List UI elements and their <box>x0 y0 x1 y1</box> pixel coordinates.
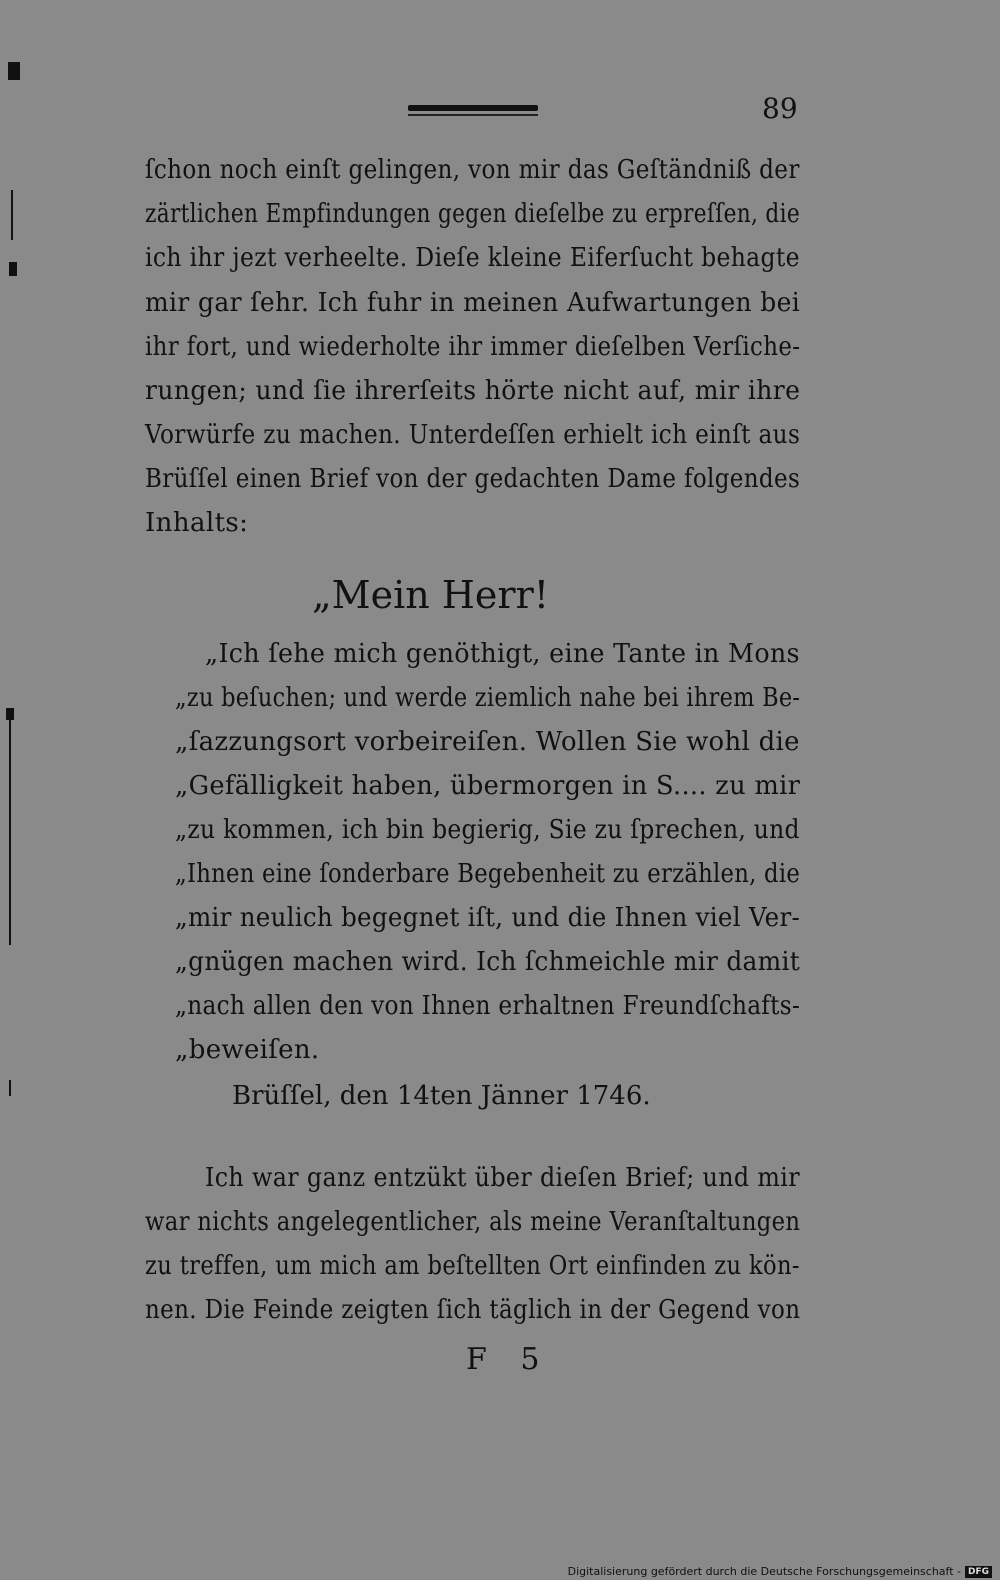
letter-line: „ſazzungsort vorbeireiſen. Wollen Sie wohl die <box>175 727 800 757</box>
margin-mark <box>8 62 20 80</box>
text-line: nen. Die Feinde zeigten ſich täglich in der Gegend von <box>145 1295 801 1325</box>
text-line: Vorwürfe zu machen. Unterdeſſen erhielt ich einſt aus <box>145 420 801 450</box>
letter-line: „Ihnen eine ſonderbare Begebenheit zu erzählen, die <box>175 859 801 889</box>
text-line: Brüſſel einen Brief von der gedachten Dame folgendes <box>145 464 801 494</box>
text-line: war nichts angelegentlicher, als meine Veranſtaltungen <box>145 1207 801 1237</box>
text-line: rungen; und ſie ihrerſeits hörte nicht auf, mir ihre <box>145 376 801 406</box>
margin-mark <box>9 262 17 276</box>
letter-line: „Gefälligkeit haben, übermorgen in S.... zu mir <box>175 771 801 801</box>
text-line: zu treffen, um mich am beſtellten Ort einfinden zu kön- <box>145 1251 800 1281</box>
letter-salutation: „Mein Herr! <box>312 573 550 617</box>
text-line: ſchon noch einſt gelingen, von mir das Geſtändniß der <box>145 155 800 185</box>
page-number: 89 <box>762 92 798 125</box>
letter-line: „zu beſuchen; und werde ziemlich nahe bei ihrem Be- <box>175 683 801 713</box>
text-line: mir gar ſehr. Ich fuhr in meinen Aufwartungen bei <box>145 288 801 318</box>
text-line: ihr fort, und wiederholte ihr immer dieſelben Verſiche- <box>145 332 801 362</box>
margin-mark <box>6 708 14 720</box>
letter-line: „beweiſen. <box>175 1035 320 1065</box>
dfg-logo: DFG <box>965 1566 992 1578</box>
letter-dateline: Brüſſel, den 14ten Jänner 1746. <box>232 1081 651 1111</box>
text-line: ich ihr jezt verheelte. Dieſe kleine Eiferſucht behagte <box>145 243 800 273</box>
signature-mark: F 5 <box>466 1342 552 1377</box>
margin-mark <box>11 190 13 240</box>
letter-line: „mir neulich begegnet iſt, und die Ihnen viel Ver- <box>175 903 801 933</box>
letter-line: „zu kommen, ich bin begierig, Sie zu ſprechen, und <box>175 815 800 845</box>
text-line: zärtlichen Empfindungen gegen dieſelbe zu erpreſſen, die <box>145 199 800 229</box>
header-rule <box>408 105 538 111</box>
letter-line: „Ich ſehe mich genöthigt, eine Tante in Mons <box>205 639 800 669</box>
footer-credit: Digitalisierung gefördert durch die Deutsche Forschungsgemeinschaft - <box>567 1565 961 1578</box>
digitization-footer <box>568 1565 992 1578</box>
text-line: Ich war ganz entzükt über dieſen Brief; und mir <box>205 1163 800 1193</box>
margin-mark <box>9 720 11 945</box>
header-rule-thin <box>408 114 538 116</box>
text-line: Inhalts: <box>145 508 249 538</box>
letter-line: „gnügen machen wird. Ich ſchmeichle mir damit <box>175 947 801 977</box>
letter-line: „nach allen den von Ihnen erhaltnen Freundſchafts- <box>175 991 801 1021</box>
margin-mark <box>9 1080 11 1096</box>
